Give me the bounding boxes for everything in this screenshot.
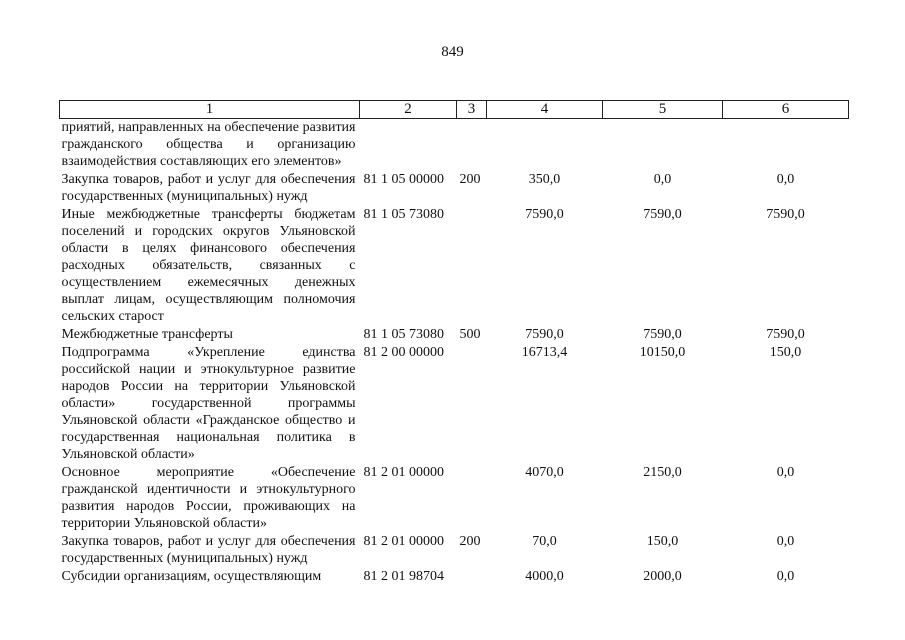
row-value-col6: 7590,0 bbox=[766, 327, 805, 342]
row-value-col6: 0,0 bbox=[776, 534, 795, 549]
row-value-col6: 0,0 bbox=[776, 569, 795, 584]
row-value-col5: 10150,0 bbox=[639, 345, 686, 360]
table-row bbox=[60, 568, 849, 586]
row-value-col6: 0,0 bbox=[776, 172, 795, 187]
row-value-col5: 2000,0 bbox=[643, 569, 682, 584]
row-value-col6: 7590,0 bbox=[766, 207, 805, 222]
row-type bbox=[457, 119, 487, 172]
row-type bbox=[457, 206, 487, 326]
row-code: 81 1 05 73080 bbox=[363, 207, 444, 222]
row-value-col4: 70,0 bbox=[532, 534, 557, 549]
table-row bbox=[60, 326, 849, 344]
row-value-col6: 0,0 bbox=[776, 465, 795, 480]
row-value-col6 bbox=[723, 119, 849, 172]
header-row bbox=[60, 101, 849, 119]
row-value-col5: 7590,0 bbox=[643, 207, 682, 222]
table-row bbox=[60, 206, 849, 326]
table-row bbox=[60, 533, 849, 568]
row-value-col4: 4070,0 bbox=[525, 465, 564, 480]
header-cell-1: 1 bbox=[60, 101, 360, 119]
budget-table bbox=[59, 100, 849, 586]
row-description: Межбюджетные трансферты bbox=[61, 327, 233, 342]
row-description: Закупка товаров, работ и услуг для обеспечения государственных (муниципальных) нужд bbox=[61, 534, 356, 566]
row-description: Основное мероприятие «Обеспечение гражданской идентичности и этнокультурного развития народов России, проживающих на территории Ульяновской области» bbox=[61, 465, 356, 531]
row-code: 81 1 05 00000 bbox=[363, 172, 444, 187]
header-cell-3: 3 bbox=[457, 101, 487, 119]
row-value-col6: 150,0 bbox=[769, 345, 802, 360]
table-row bbox=[60, 344, 849, 464]
row-value-col5: 7590,0 bbox=[643, 327, 682, 342]
page-number: 849 bbox=[441, 44, 464, 60]
row-value-col4: 7590,0 bbox=[525, 327, 564, 342]
table-row bbox=[60, 464, 849, 533]
row-value-col4: 7590,0 bbox=[525, 207, 564, 222]
row-type bbox=[457, 344, 487, 464]
row-value-col5: 2150,0 bbox=[643, 465, 682, 480]
row-description: Иные межбюджетные трансферты бюджетам поселений и городских округов Ульяновской области в целях финансового обеспечения расходных обязательств, связанных с осуществлением ежемесячных денежных выплат лицам, осуществляющим полномочия сельских старост bbox=[61, 207, 356, 324]
row-value-col5 bbox=[603, 119, 723, 172]
table-row bbox=[60, 171, 849, 206]
row-code: 81 2 01 00000 bbox=[363, 465, 444, 480]
row-description: приятий, направленных на обеспечение развития гражданского общества и организацию взаимодействия составляющих его элементов» bbox=[61, 120, 356, 169]
header-cell-6: 6 bbox=[723, 101, 849, 119]
row-value-col4 bbox=[487, 119, 603, 172]
row-code: 81 1 05 73080 bbox=[363, 327, 444, 342]
row-description: Закупка товаров, работ и услуг для обеспечения государственных (муниципальных) нужд bbox=[61, 172, 356, 204]
row-value-col4: 350,0 bbox=[528, 172, 561, 187]
row-value-col4: 16713,4 bbox=[521, 345, 568, 360]
row-value-col5: 0,0 bbox=[653, 172, 672, 187]
row-value-col5: 150,0 bbox=[646, 534, 679, 549]
row-value-col4: 4000,0 bbox=[525, 569, 564, 584]
row-type bbox=[457, 464, 487, 533]
row-type: 200 bbox=[459, 534, 481, 549]
row-description: Субсидии организациям, осуществляющим bbox=[61, 569, 322, 584]
row-code bbox=[360, 119, 457, 172]
row-type: 200 bbox=[459, 172, 481, 187]
table-row bbox=[60, 119, 849, 172]
row-type bbox=[457, 568, 487, 586]
header-cell-2: 2 bbox=[360, 101, 457, 119]
header-cell-5: 5 bbox=[603, 101, 723, 119]
row-code: 81 2 00 00000 bbox=[363, 345, 444, 360]
row-code: 81 2 01 98704 bbox=[363, 569, 444, 584]
row-description: Подпрограмма «Укрепление единства российской нации и этнокультурное развитие народов России на территории Ульяновской области» государственной программы Ульяновской области «Гражданское общество и государственная национальная политика в Ульяновской области» bbox=[61, 345, 356, 462]
row-type: 500 bbox=[459, 327, 481, 342]
row-code: 81 2 01 00000 bbox=[363, 534, 444, 549]
header-cell-4: 4 bbox=[487, 101, 603, 119]
